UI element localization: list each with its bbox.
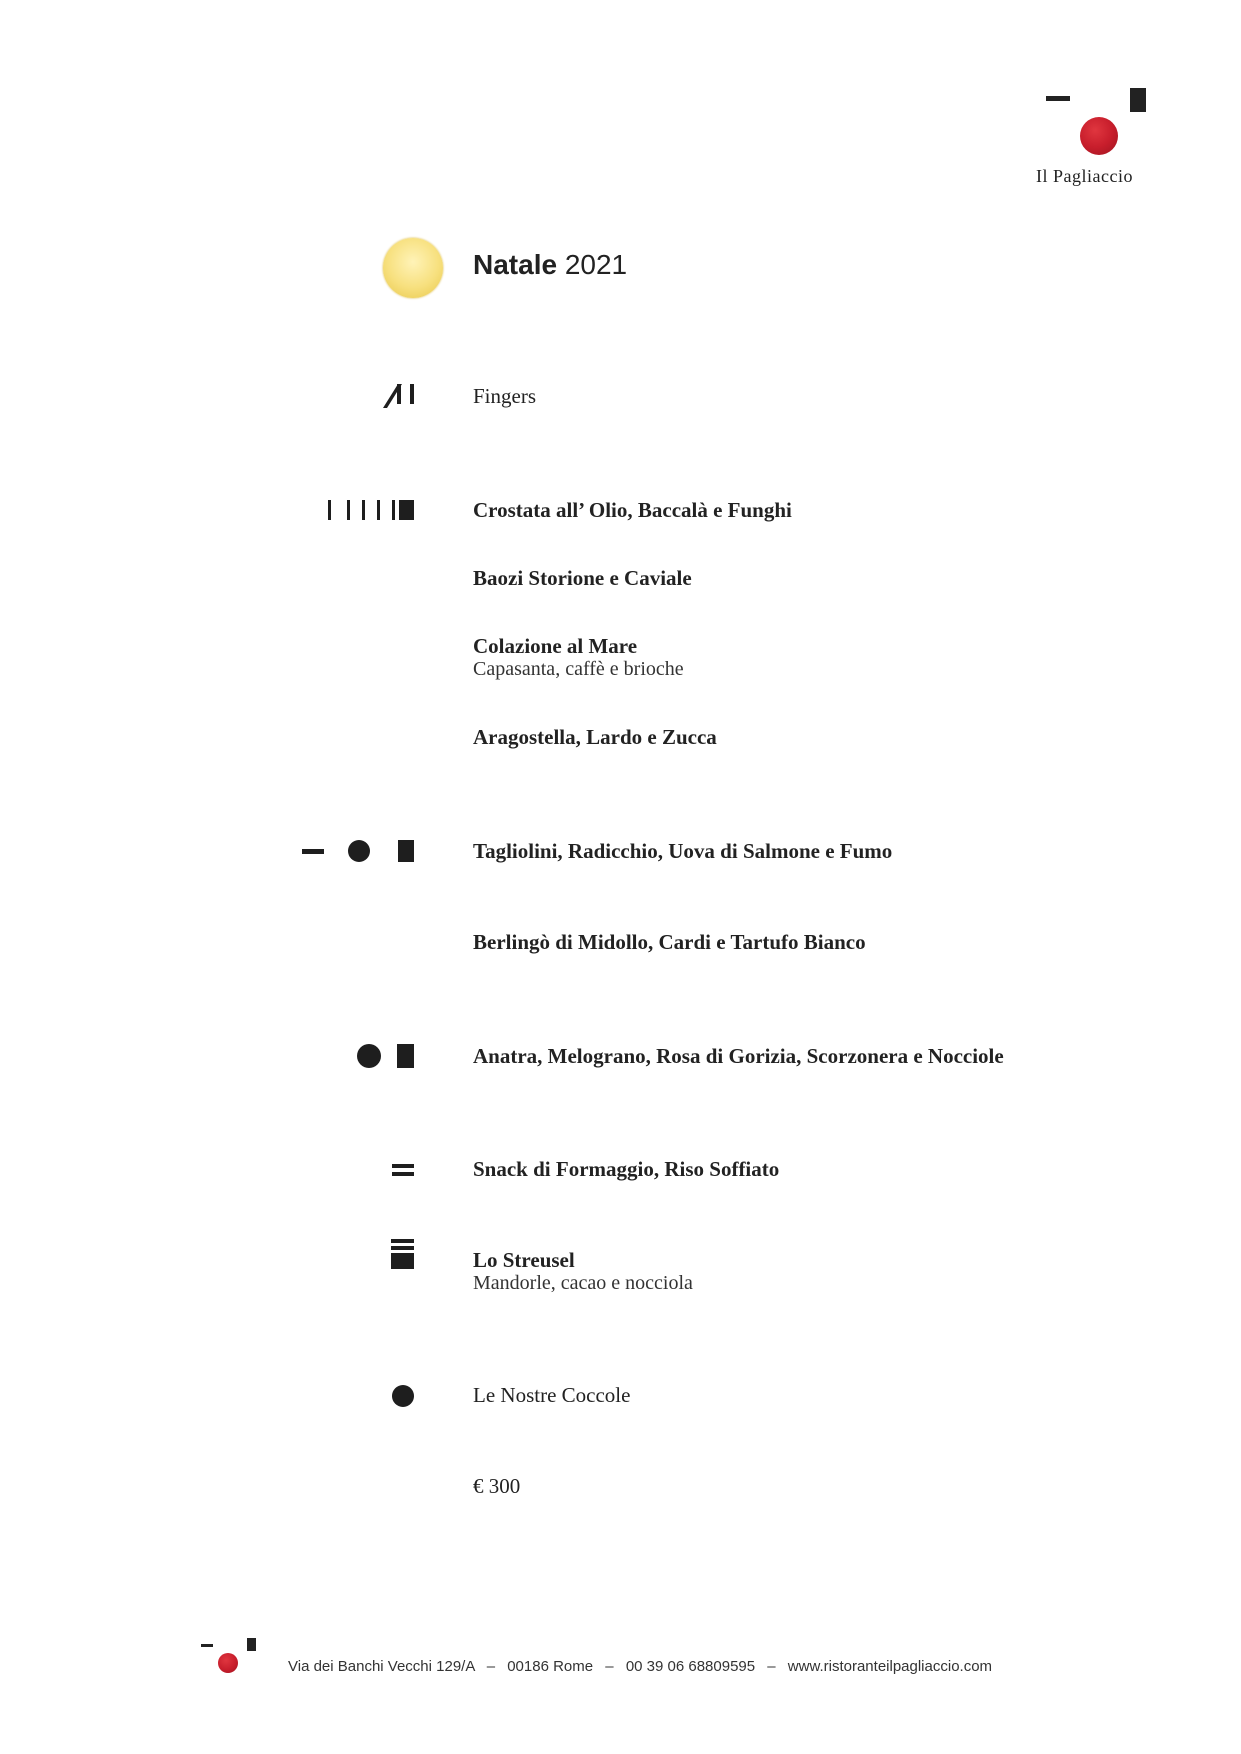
dish-name: Aragostella, Lardo e Zucca [473,725,717,749]
bar-mark-icon [377,500,380,520]
dot-mark-icon [357,1044,381,1068]
bar-mark-icon [397,384,401,404]
dish-name: Berlingò di Midollo, Cardi e Tartufo Bianco [473,930,866,954]
course-dish-6 [473,930,866,954]
dot-mark-icon [348,840,370,862]
logo-red-ball-icon [1080,117,1118,155]
dish-name: Baozi Storione e Caviale [473,566,692,590]
dash-mark-icon [302,849,324,854]
dish-description: Mandorle, cacao e nocciola [473,1272,693,1294]
bar-mark-icon [362,500,365,520]
course-fingers [473,384,536,408]
footer-separator: – [486,1658,496,1675]
square-mark-icon [399,500,414,520]
title-year: 2021 [564,249,628,280]
square-mark-icon [397,1044,414,1068]
menu-price [473,1474,520,1498]
footer-address: Via dei Banchi Vecchi 129/A [288,1658,475,1675]
course-dish-4 [473,725,717,749]
dish-name: Tagliolini, Radicchio, Uova di Salmone e Fumo [473,839,893,863]
bar-mark-icon [392,500,395,520]
dish-name: Crostata all’ Olio, Baccalà e Funghi [473,498,792,522]
logo-square-icon [247,1638,256,1651]
restaurant-logo [1030,80,1160,190]
course-dish-9 [473,1248,693,1294]
dish-name: Colazione al Mare [473,634,638,658]
footer-postcode: 00186 Rome [507,1658,594,1675]
logo-name: Il Pagliaccio [1036,166,1133,186]
dot-mark-icon [392,1385,414,1407]
footer-phone: 00 39 06 68809595 [625,1658,756,1675]
logo-dash-icon [201,1644,213,1647]
title-bold: Natale [473,249,558,280]
logo-red-ball-icon [218,1653,238,1673]
gold-sun-icon [383,238,443,298]
logo-square-icon [1130,88,1146,112]
stack-mark-icon [391,1246,414,1250]
course-dish-2 [473,566,692,590]
dish-name: Anatra, Melograno, Rosa di Gorizia, Scorzonera e Nocciole [473,1044,1004,1068]
equals-mark-icon [392,1164,414,1168]
course-dish-5 [473,839,892,863]
bar-mark-icon [347,500,350,520]
dish-name: Lo Streusel [473,1248,575,1272]
page-title [473,249,627,281]
bar-mark-icon [328,500,331,520]
dish-name: Snack di Formaggio, Riso Soffiato [473,1157,780,1181]
footer-website-link[interactable]: www.ristoranteilpagliaccio.com [787,1658,993,1675]
course-dish-3 [473,634,684,680]
dish-name: Le Nostre Coccole [473,1383,631,1407]
footer-contact [288,1658,992,1675]
course-dish-7 [473,1044,1004,1068]
footer-logo [200,1638,260,1678]
stack-mark-icon [391,1253,414,1269]
footer-separator: – [605,1658,614,1675]
course-dish-1 [473,498,792,522]
footer-separator: – [767,1658,776,1675]
logo-dash-icon [1046,96,1070,101]
bar-mark-icon [410,384,414,404]
dish-description: Capasanta, caffè e brioche [473,658,684,680]
price-value: € 300 [473,1474,521,1498]
dish-name: Fingers [473,384,536,408]
stack-mark-icon [391,1239,414,1243]
course-dish-8 [473,1157,779,1181]
equals-mark-icon [392,1172,414,1176]
course-dish-10 [473,1383,630,1407]
square-mark-icon [398,840,414,862]
